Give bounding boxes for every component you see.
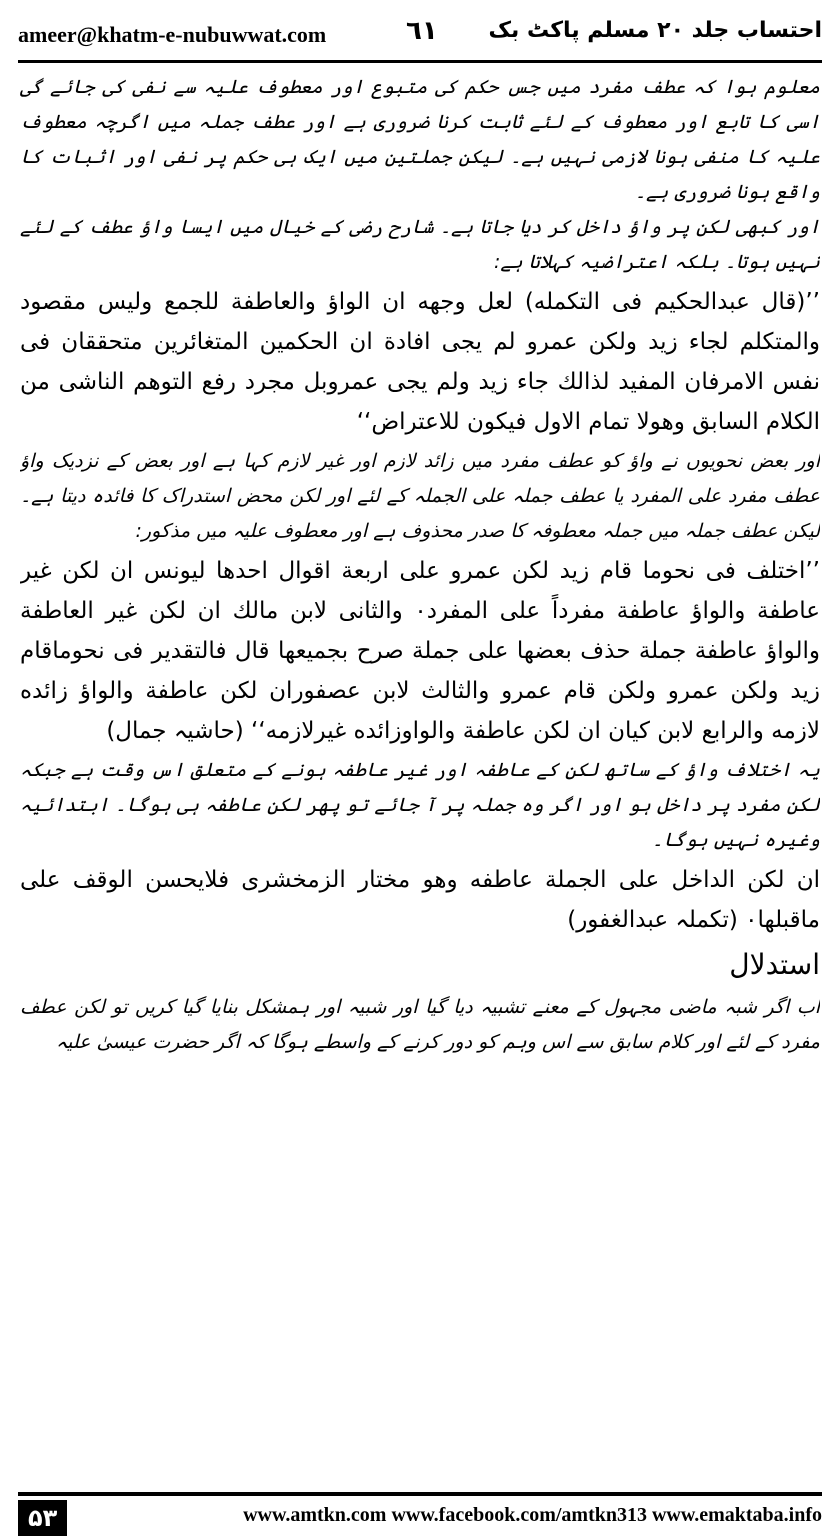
urdu-paragraph-1: معلوم ہوا کہ عطف مفرد میں جس حکم کی متبوع اور معطوف علیہ سے نفی کی جائے گی اسی کا تابع اور معطوف کے لئے ثابت کرنا ضروری ہے اور عطف جملہ میں اگرچہ معطوف علیہ کا منفی ہونا لازمی نہیں ہے۔ لیکن جملتین میں ایک ہی حکم پر نفی اور اثبات کا واقع ہونا ضروری ہے۔ bbox=[20, 76, 820, 203]
footer-links: www.amtkn.com www.facebook.com/amtkn313 www.emaktaba.info bbox=[243, 1504, 822, 1526]
footer-page-number: ۵۳ bbox=[18, 1500, 67, 1536]
urdu-paragraph-2: اور کبھی لکن پر واؤ داخل کر دیا جاتا ہے۔ شارح رضی کے خیال میں ایسا واؤ عطف کے لئے نہیں ہوتا۔ بلکہ اعتراضیہ کہلاتا ہے: bbox=[20, 216, 820, 273]
section-heading: استدلال bbox=[729, 948, 820, 981]
footer-divider bbox=[18, 1492, 822, 1496]
urdu-paragraph-3: اور بعض نحویوں نے واؤ کو عطف مفرد میں زائد لازم اور غیر لازم کہا ہے اور بعض کے نزدیک واؤ عطف مفرد علی المفرد یا عطف جملہ علی الجملہ کے لئے اور لکن محض استدراک کا فائدہ دیتا ہے۔ لیکن عطف جملہ میں جملہ معطوفہ کا صدر محذوف ہے اور معطوف علیہ میں مذکور: bbox=[20, 450, 820, 542]
arabic-quote-1: ’’(قال عبدالحکیم فی التکمله) لعل وجهه ان الواؤ والعاطفة للجمع ولیس مقصود والمتکلم لجاء زید ولکن عمرو لم یجی افادة ان الحکمین المتغائرین متحققان فی نفس الامرفان المفید لذالك جاء زید ولم یجی عمروبل مجرد رفع التوهم الناشی من الکلام السابق وهولا تمام الاول فیکون للاعتراض‘‘ bbox=[20, 289, 820, 435]
arabic-quote-2: ’’اختلف فی نحوما قام زید لکن عمرو علی اربعة اقوال احدها لیونس ان لکن غیر عاطفة والواؤ عاطفة مفرداً علی المفرد۰ والثانی لابن مالك ان لکن غیر العاطفة والواؤ عاطفة جملة حذف بعضها علی جملة صرح بجمیعها قال فالتقدیر فی نحوماقام زید ولکن عمرو ولکن قام عمرو والثالث لابن عصفوران لکن عاطفة والواؤ زائده لازمه والرابع لابن کیان ان لکن عاطفة والواوزائده غیرلازمه‘‘ (حاشیہ جمال) bbox=[20, 558, 820, 744]
page-header bbox=[18, 16, 822, 62]
page-footer bbox=[18, 1500, 822, 1536]
urdu-paragraph-4: یہ اختلاف واؤ کے ساتھ لکن کے عاطفہ اور غیر عاطفہ ہونے کے متعلق اس وقت ہے جبکہ لکن مفرد پر داخل ہو اور اگر وہ جملہ پر آ جائے تو پھر لکن عاطفہ ہی ہوگا۔ ابتدائیہ وغیرہ نہیں ہوگا۔ bbox=[20, 759, 820, 851]
header-divider bbox=[18, 60, 822, 63]
arabic-quote-3: ان لکن الداخل علی الجملة عاطفه وهو مختار الزمخشری فلایحسن الوقف علی ماقبلها۰ (تکملہ عبدالغفور) bbox=[20, 867, 820, 933]
urdu-paragraph-5: اب اگر شبہ ماضی مجہول کے معنے تشبیہ دیا گیا اور شبیہ اور ہمشکل بنایا گیا کریں تو لکن عطف مفرد کے لئے اور کلام سابق سے اس وہم کو دور کرنے کے واسطے ہوگا کہ اگر حضرت عیسیٰ علیہ bbox=[20, 996, 820, 1053]
header-book-title: احتساب جلد ۲۰ مسلم پاکٹ بک bbox=[488, 18, 822, 43]
page-content bbox=[20, 70, 820, 1485]
header-page-number: ٦١ bbox=[406, 16, 438, 46]
header-email: ameer@khatm-e-nubuwwat.com bbox=[18, 22, 327, 47]
